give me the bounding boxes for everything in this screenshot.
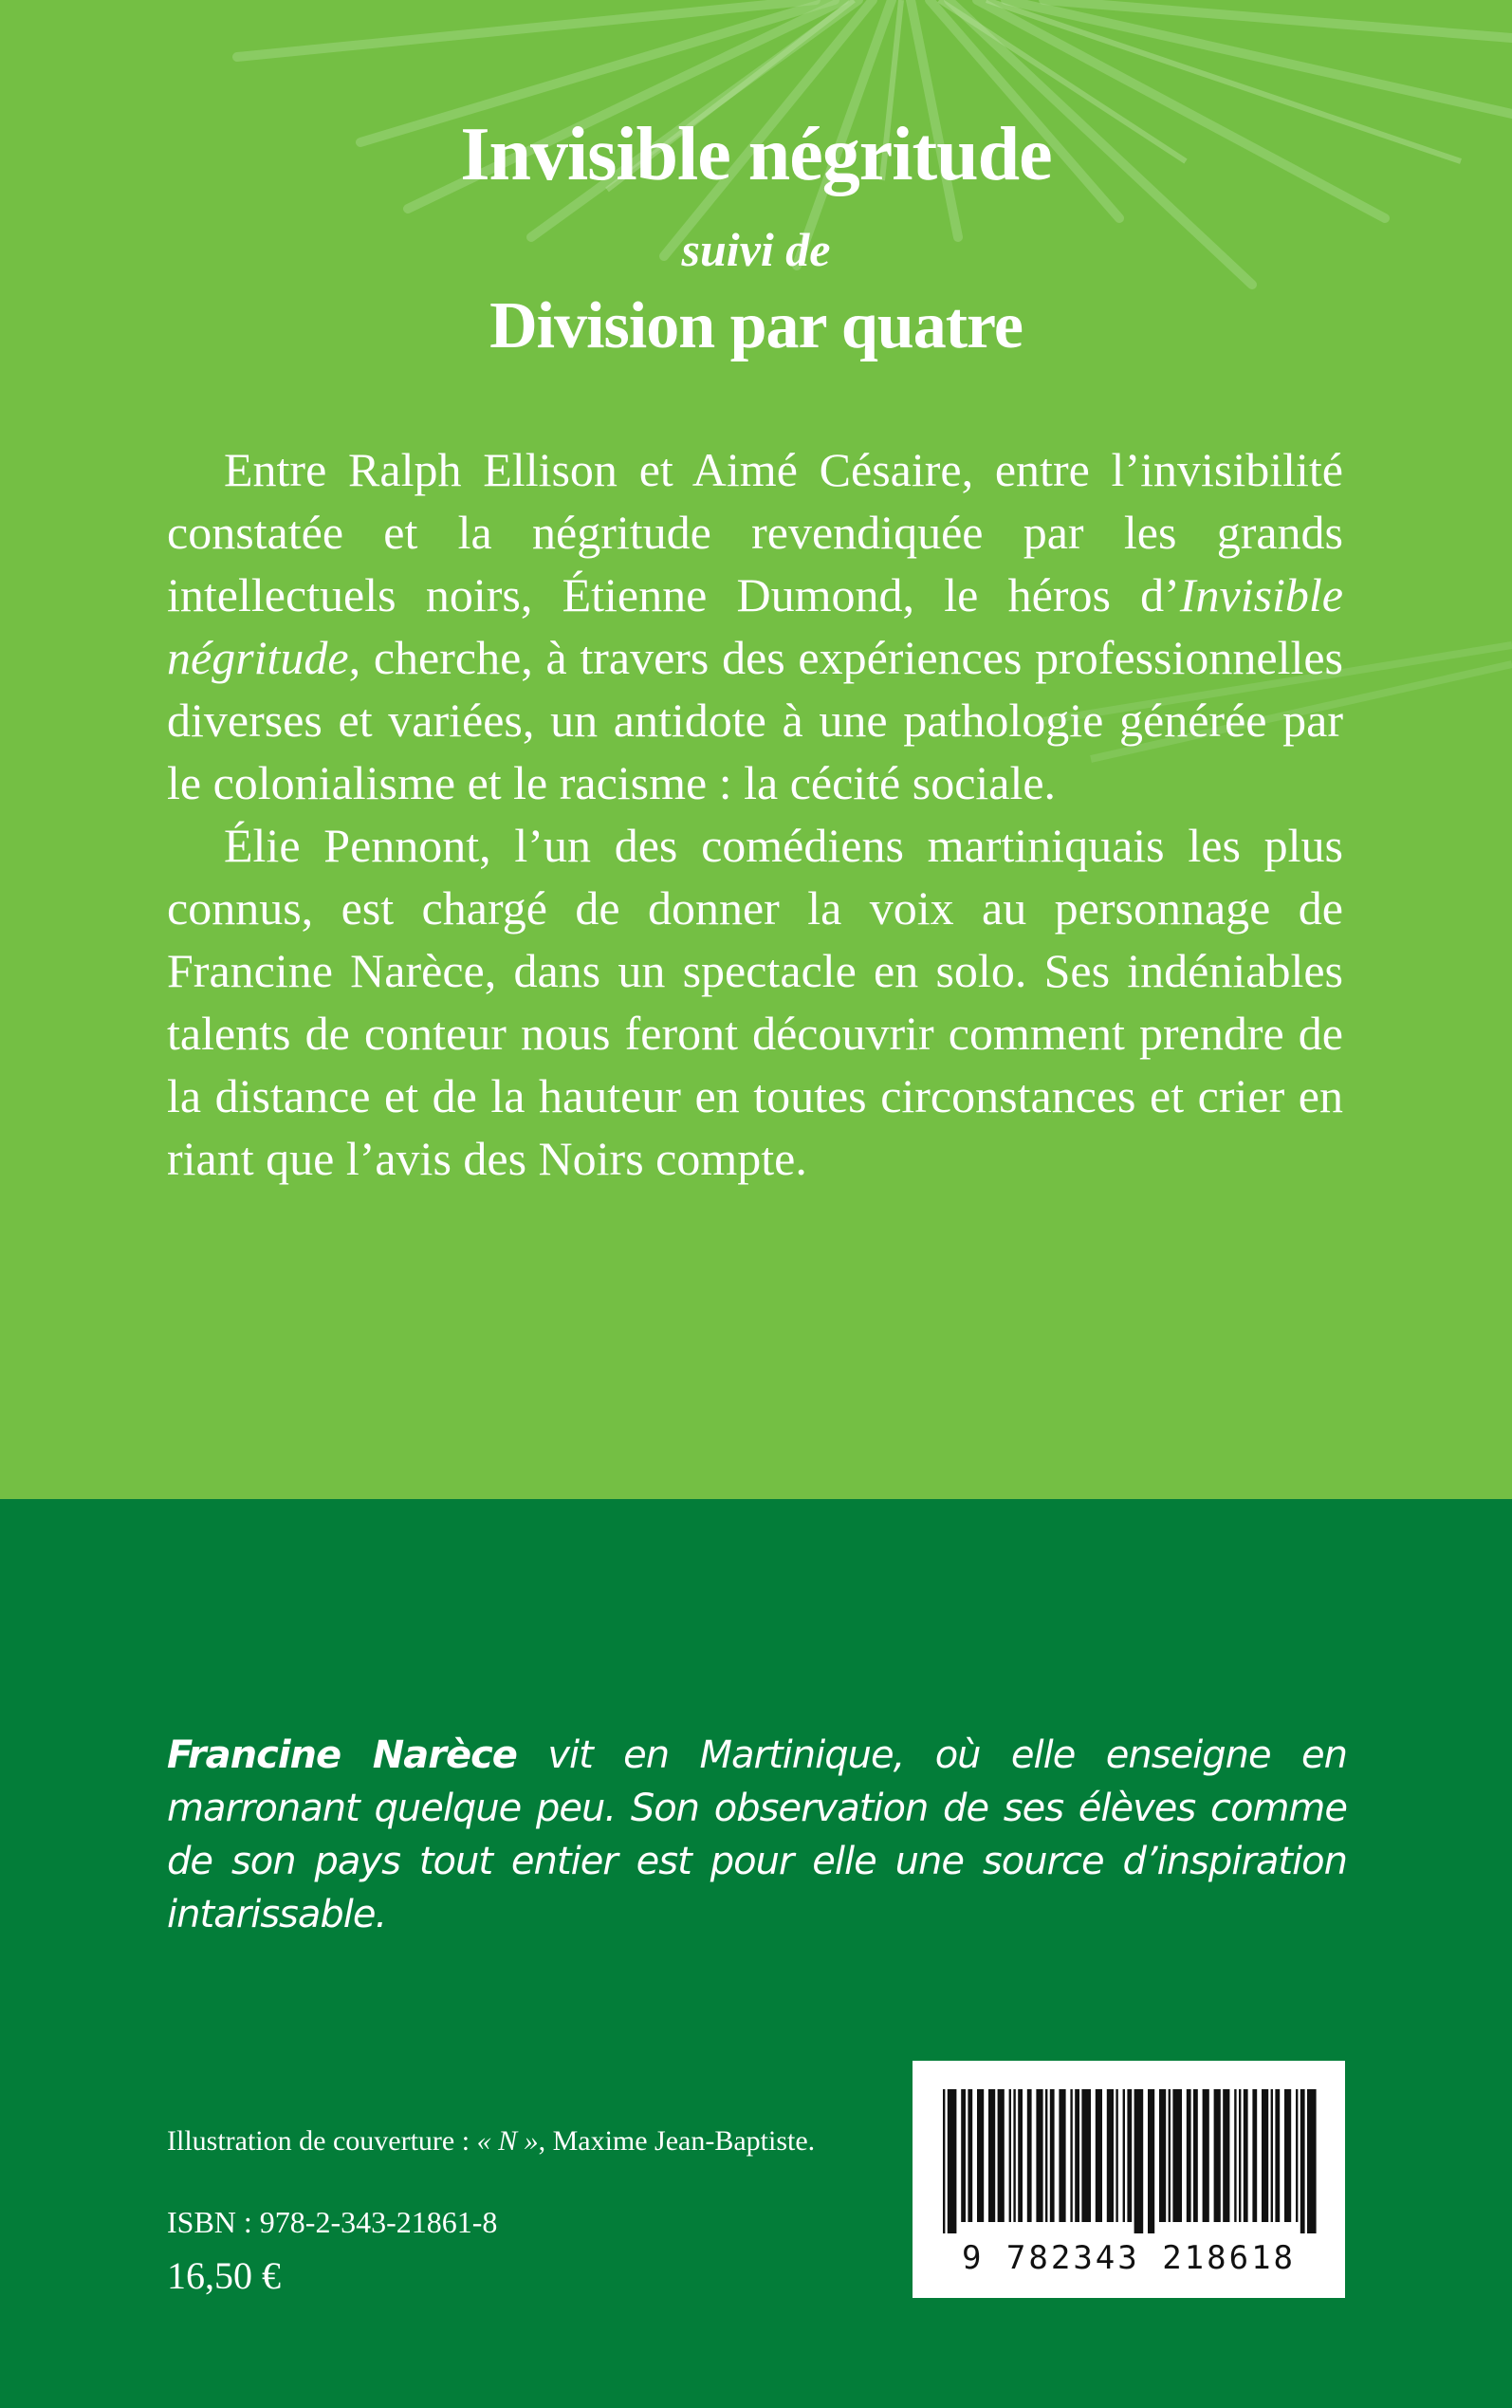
barcode-bar — [1223, 2089, 1229, 2222]
barcode-bar — [1027, 2089, 1032, 2222]
barcode-bar — [1252, 2089, 1257, 2222]
barcode-bar — [1244, 2089, 1248, 2222]
barcode-bar — [1123, 2089, 1125, 2222]
isbn: ISBN : 978-2-343-21861-8 — [167, 2205, 498, 2239]
barcode-box — [913, 2061, 1345, 2298]
barcode-bar — [1075, 2089, 1079, 2222]
barcode-bar — [1134, 2089, 1144, 2233]
barcode-bar — [1193, 2089, 1198, 2222]
author-bio: Francine Narèce vit en Martinique, où elle enseigne en marronant quelque peu. Son observation de ses élèves comme de son pays tout entier est pour elle une source d’inspiration intarissable. — [167, 1733, 1347, 1936]
barcode-bar — [1081, 2089, 1091, 2222]
barcode-bar — [1107, 2089, 1114, 2222]
price: 16,50 € — [167, 2254, 281, 2297]
barcode-bar — [1059, 2089, 1065, 2222]
barcode-digits: 9 782343 218618 — [961, 2239, 1297, 2277]
barcode-bar — [1284, 2089, 1291, 2222]
barcode-bar — [1159, 2089, 1166, 2222]
barcode-bar — [1036, 2089, 1042, 2222]
author-name: Francine Narèce — [167, 1733, 517, 1777]
barcode-bar — [1234, 2089, 1236, 2222]
barcode-bar — [1013, 2089, 1015, 2222]
barcode-bar — [1050, 2089, 1055, 2222]
barcode-bar — [1127, 2089, 1132, 2222]
barcode-bar — [1214, 2089, 1221, 2222]
barcode-bar — [1096, 2089, 1102, 2222]
blurb-title-italic: Invisible négritude — [167, 568, 1343, 684]
barcode-bar — [1187, 2089, 1191, 2222]
barcode-bar — [1275, 2089, 1280, 2222]
barcode-bar — [988, 2089, 995, 2222]
barcode-bar — [1070, 2089, 1072, 2222]
barcode-bar — [1172, 2089, 1182, 2222]
barcode-bar — [1296, 2089, 1298, 2222]
barcode-bar — [1116, 2089, 1117, 2222]
barcode-bars — [937, 2089, 1320, 2233]
barcode-bar — [1203, 2089, 1209, 2222]
barcode-bar — [1009, 2089, 1011, 2222]
barcode-bar — [943, 2089, 945, 2233]
book-subtitle: Division par quatre — [489, 289, 1023, 362]
barcode-bar — [1239, 2089, 1241, 2222]
barcode-bar — [1045, 2089, 1047, 2222]
barcode-bar — [1169, 2089, 1171, 2222]
illustration-credit: Illustration de couverture : « N », Maxime Jean-Baptiste. — [167, 2125, 816, 2157]
barcode-bar — [968, 2089, 972, 2222]
barcode-bar — [1307, 2089, 1317, 2233]
barcode-bar — [1300, 2089, 1305, 2233]
barcode-bar — [1148, 2089, 1154, 2233]
blurb-paragraph-2: Élie Pennont, l’un des comédiens martiniquais les plus connus, est chargé de donner la voix au personnage de Francine Narèce, dans un spectacle en solo. Ses indéniables talents de conteur nous feront découvrir comment prendre de la distance et de la hauteur en toutes circonstances et crier en riant que l’avis des Noirs compte. — [167, 819, 1343, 1185]
barcode-bar — [998, 2089, 1005, 2222]
barcode-bar — [1262, 2089, 1268, 2222]
blurb-paragraph-1: Entre Ralph Ellison et Aimé Césaire, entre l’invisibilité constatée et la négritude revendiquée par les grands intellectuels noirs, Étienne Dumond, le héros d’Invisible négritude, cherche, à travers des expériences professionnelles diverses et variées, un antidote à une pathologie générée par le colonialisme et le racisme : la cécité sociale. — [167, 443, 1343, 809]
barcode-bar — [977, 2089, 984, 2222]
barcode-bar — [1271, 2089, 1273, 2222]
book-title: Invisible négritude — [460, 113, 1052, 196]
back-cover-blurb — [167, 438, 1343, 1190]
barcode-bar — [1018, 2089, 1023, 2222]
barcode-bar — [948, 2089, 957, 2233]
title-connector: suivi de — [681, 223, 831, 276]
barcode-bar — [961, 2089, 966, 2222]
